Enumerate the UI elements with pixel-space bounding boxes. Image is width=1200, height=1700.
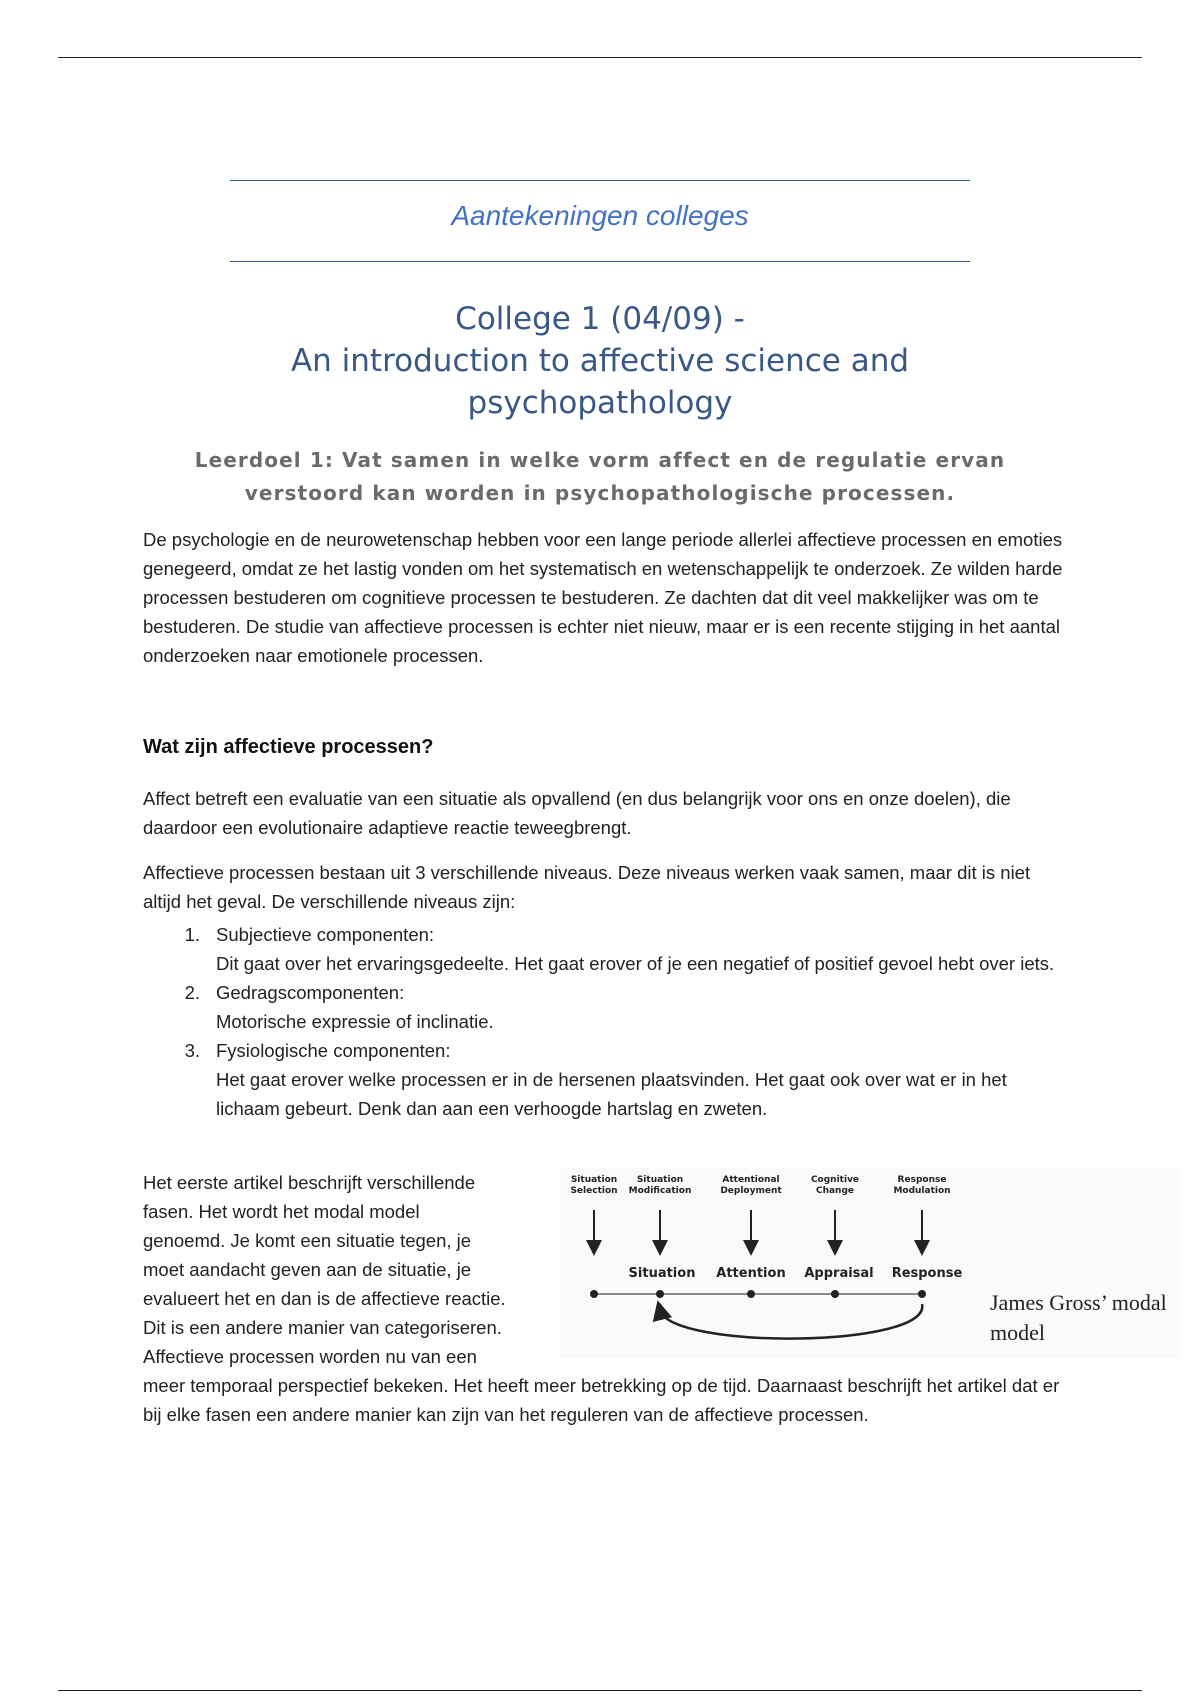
caption-line-1: James Gross’ modal (990, 1290, 1167, 1315)
top-label-situation-selection-2: Selection (570, 1186, 618, 1196)
modal-model-text (143, 1168, 583, 1371)
list-item-title: Subjectieve componenten: (216, 924, 435, 945)
top-label-response-modulation-1: Response (897, 1175, 947, 1185)
stage-label-response: Response (891, 1266, 963, 1281)
down-arrows (594, 1210, 922, 1248)
side-line: evalueert het en dan is de affectieve reactie. (143, 1288, 506, 1309)
top-label-cognitive-change-1: Cognitive (810, 1175, 860, 1185)
page-title (200, 298, 1000, 424)
list-number: 3. (184, 1040, 200, 1061)
top-label-response-modulation-2: Modulation (893, 1186, 951, 1196)
top-label-cognitive-change-2: Change (815, 1186, 855, 1196)
stage-label-situation: Situation (628, 1266, 696, 1281)
figure-caption (990, 1288, 1190, 1348)
side-line: Affectieve processen worden nu van een (143, 1346, 477, 1367)
side-line: Het eerste artikel beschrijft verschillende (143, 1172, 476, 1193)
list-item (143, 920, 1063, 978)
top-label-attentional-deployment-1: Attentional (722, 1175, 780, 1185)
top-label-situation-selection-1: Situation (570, 1175, 618, 1185)
intro-paragraph: De psychologie en de neurowetenschap hebben voor een lange periode allerlei affectieve processen en emoties genegeerd, omdat ze het lastig vonden om het systematisch en wetenschappelijk te onderzoek. Ze wilden harde processen bestuderen om cognitieve processen te bestuderen. Ze dachten dat dit veel makkelijker was om te bestuderen. De studie van affectieve processen is echter niet nieuw, maar er is een recente stijging in het aantal onderzoeken naar emotionele processen. (143, 529, 1063, 666)
section-heading: Wat zijn affectieve processen? (143, 736, 434, 758)
learning-goal: Leerdoel 1: Vat samen in welke vorm affect en de regulatie ervan verstoord kan worden in psychopathologische processen. (194, 448, 1006, 505)
subtitle-top-rule (230, 180, 970, 181)
closing-paragraph: meer temporaal perspectief bekeken. Het heeft meer betrekking op de tijd. Daarnaast beschrijft het artikel dat er bij elke fasen een andere manier kan zijn van het reguleren van de affectieve processen. (143, 1375, 1060, 1425)
side-line: genoemd. Je komt een situatie tegen, je (143, 1230, 472, 1251)
subtitle-bottom-rule (230, 261, 970, 262)
list-item-text: Het gaat erover welke processen er in de hersenen plaatsvinden. Het gaat ook over wat er in het lichaam gebeurt. Denk dan aan een verhoogde hartslag en zweten. (216, 1069, 1007, 1119)
title-line-3: psychopathology (467, 385, 733, 421)
list-item-text: Motorische expressie of inclinatie. (216, 1011, 494, 1032)
page-bottom-rule (58, 1690, 1142, 1691)
side-line: Dit is een andere manier van categoriseren. (143, 1317, 502, 1338)
page-top-rule (58, 57, 1142, 58)
affect-definition-paragraph: Affect betreft een evaluatie van een situatie als opvallend (en dus belangrijk voor ons en onze doelen), die daardoor een evolutionaire adaptieve reactie teweegbrengt. (143, 788, 1011, 838)
stage-label-attention: Attention (716, 1266, 786, 1281)
top-label-attentional-deployment-2: Deployment (720, 1186, 782, 1196)
list-item-title: Gedragscomponenten: (216, 982, 405, 1003)
title-line-1: College 1 (04/09) - (455, 301, 745, 337)
list-number: 2. (184, 982, 200, 1003)
list-number: 1. (184, 924, 200, 945)
title-line-2: An introduction to affective science and (290, 343, 910, 379)
top-label-situation-modification-1: Situation (636, 1175, 684, 1185)
side-line: moet aandacht geven aan de situatie, je (143, 1259, 472, 1280)
top-label-situation-modification-2: Modification (628, 1186, 692, 1196)
list-item-title: Fysiologische componenten: (216, 1040, 451, 1061)
list-item-text: Dit gaat over het ervaringsgedeelte. Het gaat erover of je een negatief of positief gevoel hebt over iets. (216, 953, 1055, 974)
levels-intro-paragraph: Affectieve processen bestaan uit 3 verschillende niveaus. Deze niveaus werken vaak samen, maar dit is niet altijd het geval. De verschillende niveaus zijn: (143, 862, 1031, 912)
feedback-arrow (660, 1304, 922, 1339)
levels-list (143, 920, 1063, 1123)
list-item (143, 1036, 1063, 1123)
stage-label-appraisal: Appraisal (804, 1266, 874, 1281)
document-subtitle: Aantekeningen colleges (451, 200, 749, 231)
side-line: fasen. Het wordt het modal model (143, 1201, 420, 1222)
caption-line-2: model (990, 1320, 1045, 1345)
list-item (143, 978, 1063, 1036)
